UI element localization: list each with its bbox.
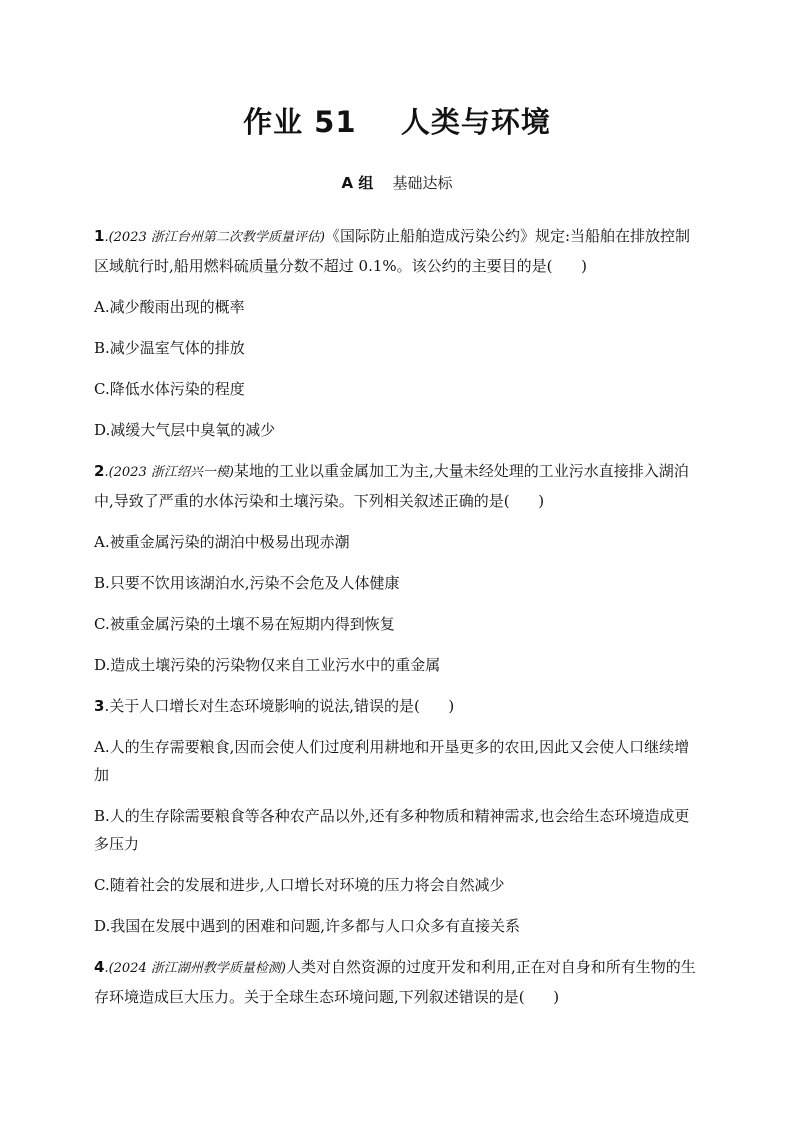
question-number: 4 [94, 958, 105, 976]
question-number: 2 [94, 462, 105, 480]
page-title: 作业 51 人类与环境 [243, 105, 551, 139]
option-a: A.人的生存需要粮食,因而会使人们过度利用耕地和开垦更多的农田,因此又会使人口继续增加 [94, 738, 690, 784]
answer-bracket: ) [419, 697, 455, 715]
option-d: D.造成土壤污染的污染物仅来自工业污水中的重金属 [94, 656, 441, 674]
question-3 [94, 692, 704, 940]
group-name: 基础达标 [392, 174, 453, 192]
question-text: .关于人口增长对生态环境影响的说法,错误的是( [104, 697, 420, 715]
question-2 [94, 457, 704, 679]
question-stem [94, 692, 704, 720]
answer-bracket: ) [524, 988, 560, 1006]
group-heading [0, 172, 794, 193]
question-stem [94, 457, 704, 515]
question-4 [94, 953, 704, 1011]
option-a: A.减少酸雨出现的概率 [94, 298, 245, 316]
question-stem [94, 222, 704, 280]
answer-bracket: ) [509, 492, 545, 510]
question-1 [94, 222, 704, 444]
option-b: B.减少温室气体的排放 [94, 339, 245, 357]
option-d: D.我国在发展中遇到的困难和问题,许多都与人口众多有直接关系 [94, 917, 521, 935]
question-text: 某地的工业以重金属加工为主,大量未经处理的工业污水直接排入湖泊中,导致了严重的水体污染和土壤污染。下列相关叙述正确的是( [94, 462, 689, 510]
option-d: D.减缓大气层中臭氧的减少 [94, 421, 276, 439]
question-number: 1 [94, 227, 105, 245]
question-list [94, 222, 704, 1024]
option-b: B.人的生存除需要粮食等各种农产品以外,还有多种物质和精神需求,也会给生态环境造成更多压力 [94, 807, 690, 853]
group-letter: A 组 [341, 174, 374, 192]
question-source: .(2023 浙江绍兴一模) [104, 465, 234, 480]
question-source: .(2023 浙江台州第二次教学质量评估) [104, 230, 325, 245]
option-c: C.降低水体污染的程度 [94, 380, 245, 398]
option-a: A.被重金属污染的湖泊中极易出现赤潮 [94, 533, 350, 551]
answer-bracket: ) [552, 257, 587, 275]
option-c: C.被重金属污染的土壤不易在短期内得到恢复 [94, 615, 395, 633]
option-b: B.只要不饮用该湖泊水,污染不会危及人体健康 [94, 574, 400, 592]
question-number: 3 [94, 697, 105, 715]
question-stem [94, 953, 704, 1011]
question-text: 人类对自然资源的过度开发和利用,正在对自身和所有生物的生存环境造成巨大压力。关于全球生态环境问题,下列叙述错误的是( [94, 958, 696, 1006]
question-source: .(2024 浙江湖州教学质量检测) [104, 961, 286, 976]
option-c: C.随着社会的发展和进步,人口增长对环境的压力将会自然减少 [94, 876, 505, 894]
question-text: 《国际防止船舶造成污染公约》规定:当船舶在排放控制区域航行时,船用燃料硫质量分数不超过 0.1%。该公约的主要目的是( [94, 227, 690, 275]
